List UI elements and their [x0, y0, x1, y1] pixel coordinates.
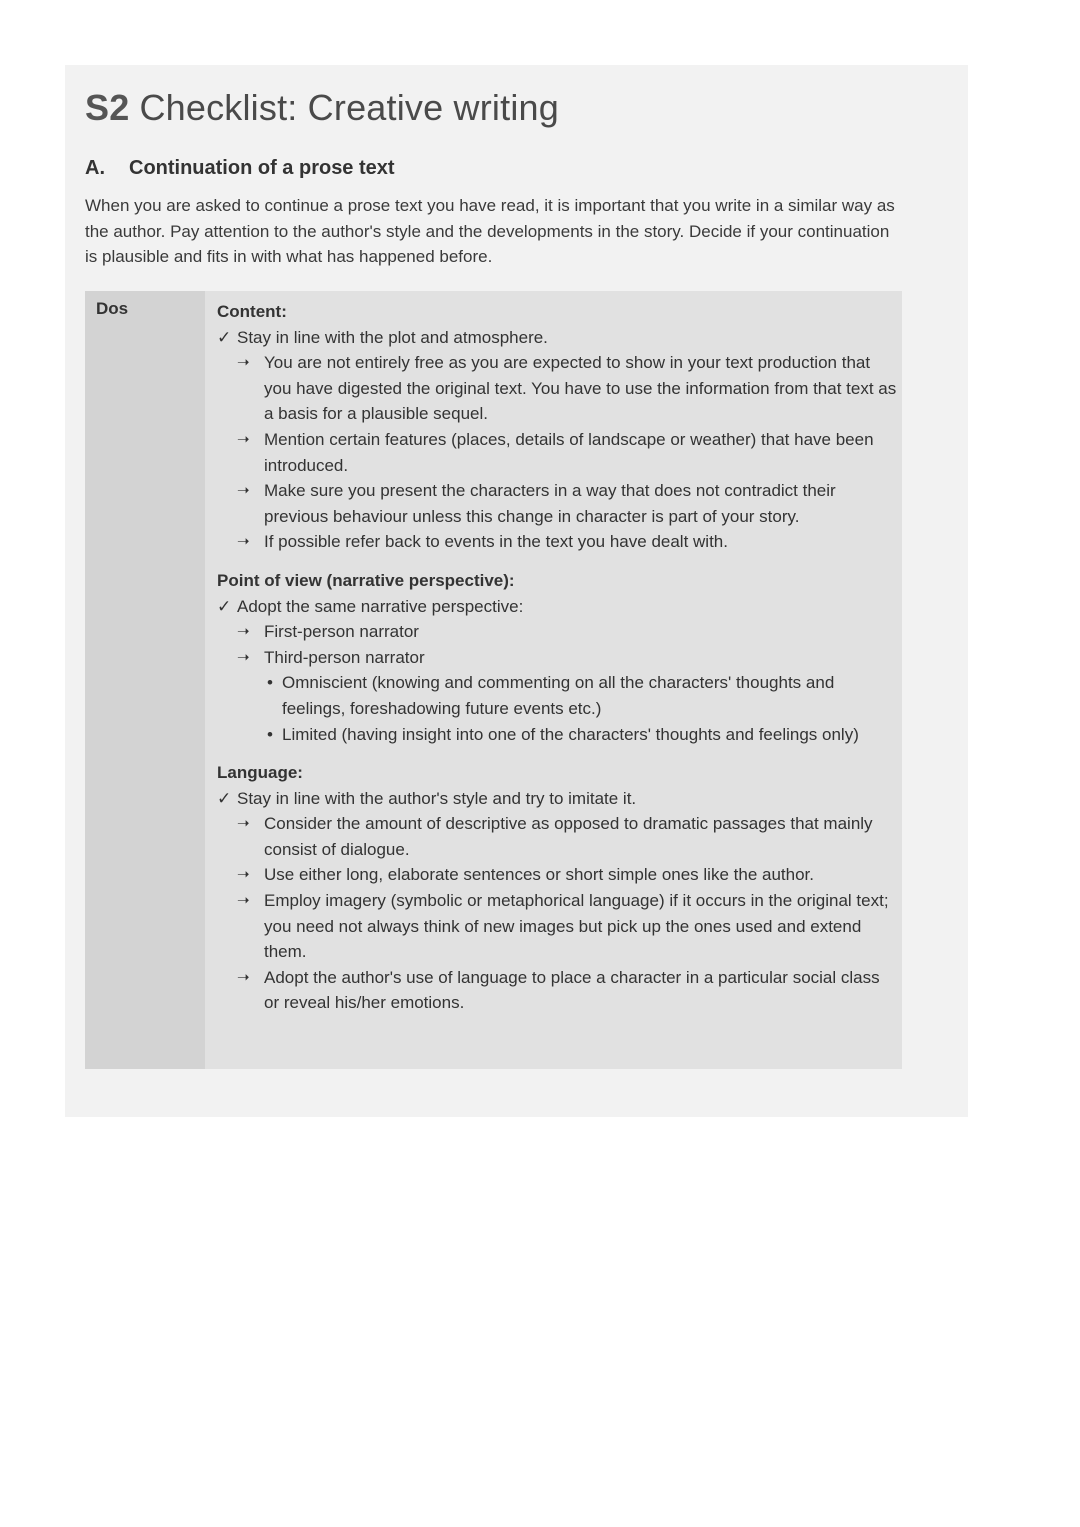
intro-paragraph: When you are asked to continue a prose text you have read, it is important that you write in a similar way as the author. Pay attention to the author's style and the developments in the story. Decide if your continuation is plausible and fits in with what has happened before. — [85, 196, 895, 266]
list-item: ➝ Adopt the author's use of language to place a character in a particular social class or reveal his/her emotions. — [217, 965, 897, 1016]
section-heading — [85, 157, 395, 180]
language-list — [217, 811, 897, 1016]
arrow-right-icon: ➝ — [237, 623, 250, 641]
bullet-icon: • — [267, 673, 273, 693]
list-item: ➝ Consider the amount of descriptive as opposed to dramatic passages that mainly consist of dialogue. — [217, 811, 897, 862]
bullet-icon: • — [267, 724, 273, 744]
arrow-right-icon: ➝ — [237, 866, 250, 884]
section-letter: A. — [85, 157, 105, 179]
checklist-number: S2 — [85, 87, 130, 128]
check-icon: ✓ — [217, 327, 232, 347]
language-check: ✓ Stay in line with the author's style and try to imitate it. — [217, 786, 897, 812]
arrow-right-icon: ➝ — [237, 533, 250, 551]
list-item: ➝ Use either long, elaborate sentences or short simple ones like the author. — [217, 862, 897, 888]
pov-sublist — [217, 670, 897, 747]
list-item: ➝ First-person narrator — [217, 619, 897, 645]
list-item: ➝ You are not entirely free as you are expected to show in your text production that you have digested the original text. You have to use the information from that text as a basis for a plausible sequel. — [217, 350, 897, 427]
list-item: ➝ Third-person narrator — [217, 645, 897, 671]
dos-column — [85, 291, 205, 1069]
arrow-right-icon: ➝ — [237, 968, 250, 986]
language-heading: Language: — [217, 763, 303, 783]
dos-label: Dos — [96, 299, 129, 318]
pov-heading: Point of view (narrative perspective): — [217, 570, 515, 590]
checklist-title: Checklist: Creative writing — [139, 87, 559, 128]
dos-box — [85, 291, 902, 1069]
list-item: ➝ Make sure you present the characters in a way that does not contradict their previous behaviour unless this change in character is part of your story. — [217, 478, 897, 529]
pov-list — [217, 619, 897, 670]
content-list — [217, 350, 897, 555]
arrow-right-icon: ➝ — [237, 430, 250, 448]
list-item: ➝ Employ imagery (symbolic or metaphorical language) if it occurs in the original text; you need not always think of new images but pick up the ones used and extend them. — [217, 888, 897, 965]
list-item: • Omniscient (knowing and commenting on all the characters' thoughts and feelings, foreshadowing future events etc.) — [217, 670, 897, 721]
page — [65, 65, 968, 1117]
check-icon: ✓ — [217, 596, 232, 616]
content-group — [217, 299, 897, 555]
arrow-right-icon: ➝ — [237, 482, 250, 500]
content-check: ✓ Stay in line with the plot and atmosphere. — [217, 325, 897, 351]
list-item: ➝ If possible refer back to events in the text you have dealt with. — [217, 529, 897, 555]
language-group — [217, 760, 897, 1016]
arrow-right-icon: ➝ — [237, 648, 250, 666]
check-icon: ✓ — [217, 788, 232, 808]
arrow-right-icon: ➝ — [237, 892, 250, 910]
list-item: • Limited (having insight into one of the characters' thoughts and feelings only) — [217, 722, 897, 748]
content-heading: Content: — [217, 302, 287, 321]
pov-group — [217, 568, 897, 747]
dos-content — [217, 299, 897, 1029]
arrow-right-icon: ➝ — [237, 815, 250, 833]
arrow-right-icon: ➝ — [237, 354, 250, 372]
list-item: ➝ Mention certain features (places, details of landscape or weather) that have been introduced. — [217, 427, 897, 478]
page-title — [85, 87, 559, 129]
section-title: Continuation of a prose text — [129, 157, 395, 179]
pov-check: ✓ Adopt the same narrative perspective: — [217, 594, 897, 620]
